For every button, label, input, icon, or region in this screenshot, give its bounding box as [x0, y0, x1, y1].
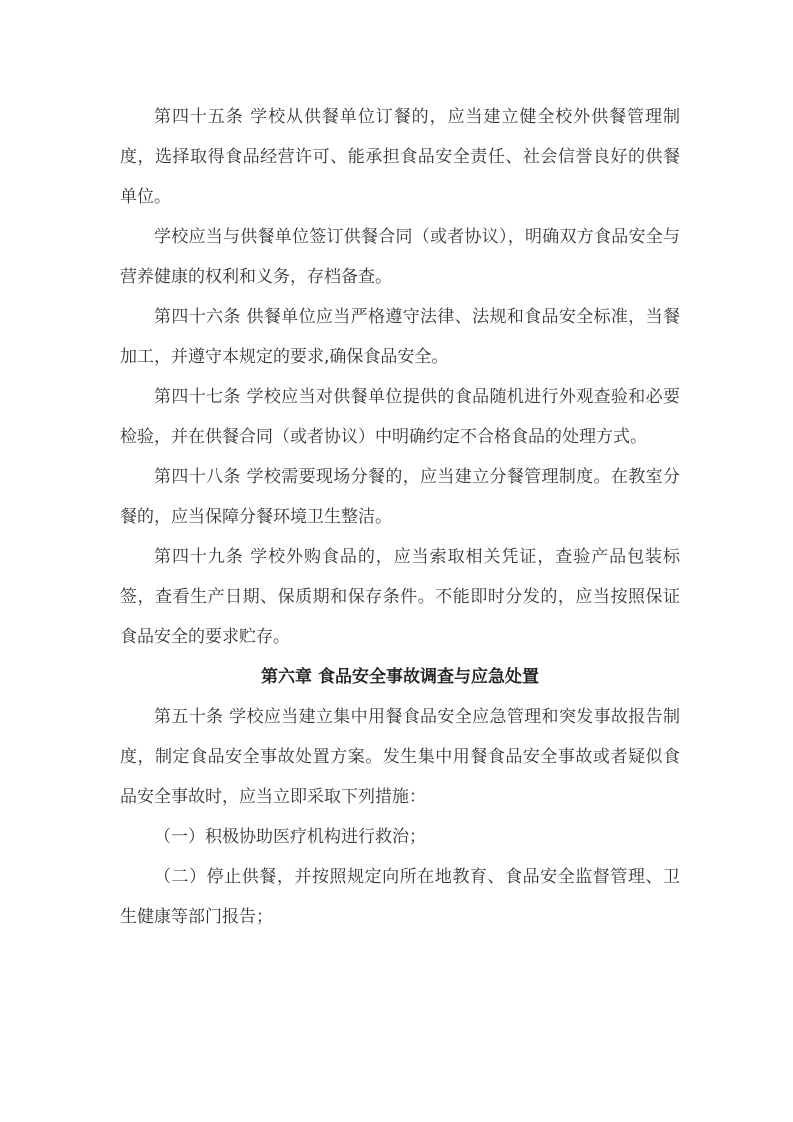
measure-item-2: （二）停止供餐，并按照规定向所在地教育、食品安全监督管理、卫生健康等部门报告； [120, 867, 680, 927]
article-48-paragraph: 第四十八条 学校需要现场分餐的，应当建立分餐管理制度。在教室分餐的，应当保障分餐环境卫生整洁。 [120, 467, 680, 527]
article-50-paragraph: 第五十条 学校应当建立集中用餐食品安全应急管理和突发事故报告制度，制定食品安全事故处置方案。发生集中用餐食品安全事故或者疑似食品安全事故时，应当立即采取下列措施： [120, 707, 680, 807]
article-45-contract-paragraph: 学校应当与供餐单位签订供餐合同（或者协议），明确双方食品安全与营养健康的权利和义务，存档备查。 [120, 227, 680, 287]
chapter-heading: 第六章 食品安全事故调查与应急处置 [261, 667, 539, 687]
document-body [120, 97, 680, 937]
article-45-paragraph: 第四十五条 学校从供餐单位订餐的，应当建立健全校外供餐管理制度，选择取得食品经营许可、能承担食品安全责任、社会信誉良好的供餐单位。 [120, 107, 680, 207]
article-47-paragraph: 第四十七条 学校应当对供餐单位提供的食品随机进行外观查验和必要检验，并在供餐合同（或者协议）中明确约定不合格食品的处理方式。 [120, 387, 680, 447]
measure-item-1: （一）积极协助医疗机构进行救治； [154, 827, 426, 847]
article-49-paragraph: 第四十九条 学校外购食品的，应当索取相关凭证，查验产品包装标签，查看生产日期、保质期和保存条件。不能即时分发的，应当按照保证食品安全的要求贮存。 [120, 547, 680, 647]
article-46-paragraph: 第四十六条 供餐单位应当严格遵守法律、法规和食品安全标准，当餐加工，并遵守本规定的要求,确保食品安全。 [120, 307, 680, 367]
